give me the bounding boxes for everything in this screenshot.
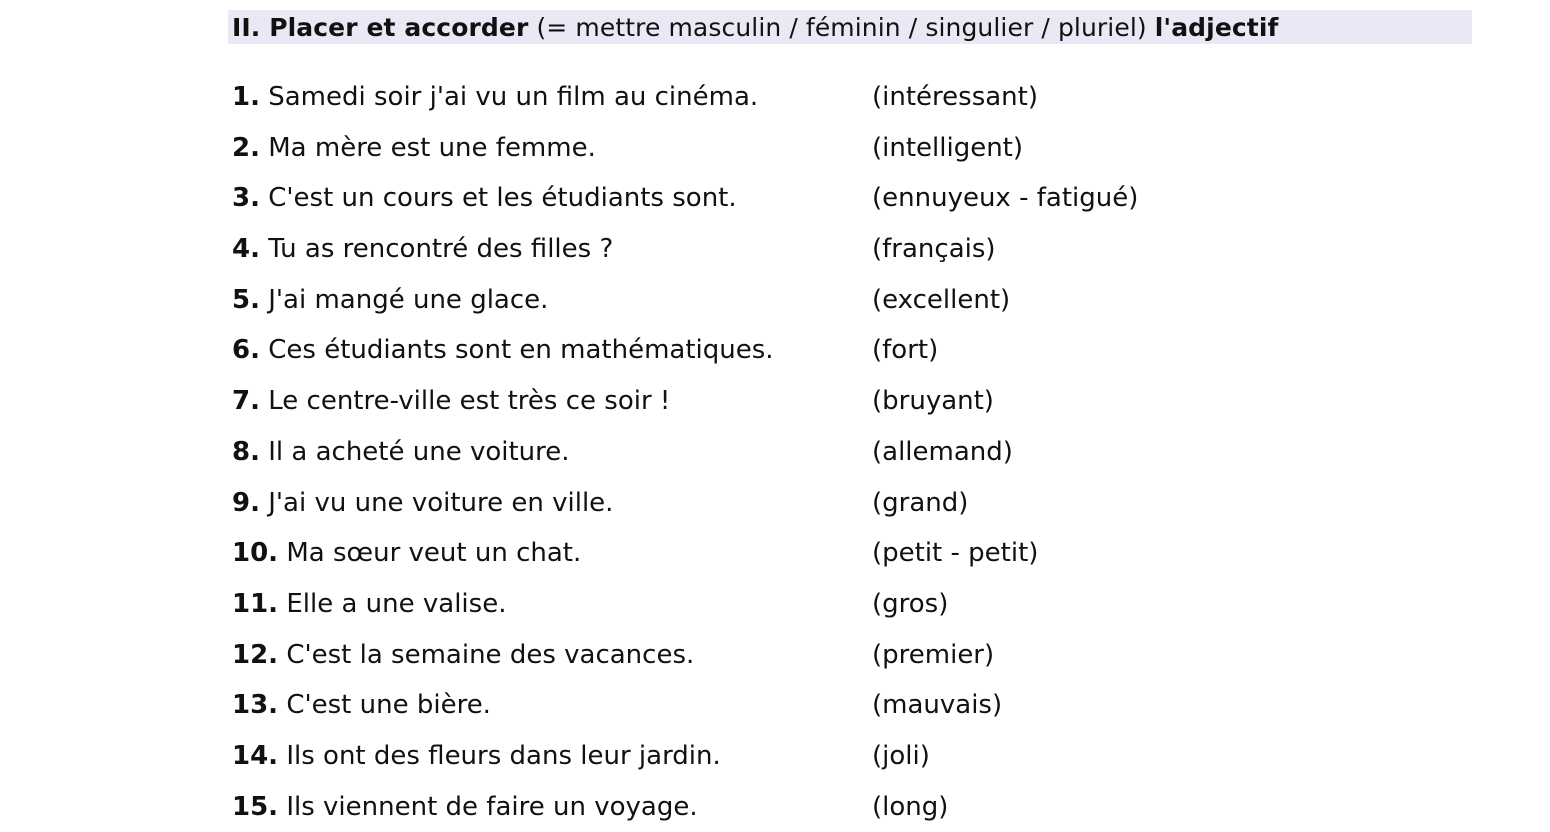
exercise-adjective-hint: (excellent) <box>872 284 1011 315</box>
exercise-number: 7. <box>232 386 260 417</box>
exercise-row <box>232 630 1472 681</box>
exercise-number: 2. <box>232 132 260 163</box>
exercise-adjective-hint: (long) <box>872 791 949 822</box>
exercise-row <box>232 478 1472 529</box>
section-header <box>228 10 1472 44</box>
exercise-number: 5. <box>232 284 260 315</box>
exercise-number: 1. <box>232 82 260 112</box>
exercise-row <box>232 731 1472 782</box>
exercise-adjective-hint: (joli) <box>872 740 930 771</box>
exercise-adjective-hint: (ennuyeux - fatigué) <box>872 183 1139 214</box>
exercise-adjective-hint: (bruyant) <box>872 386 994 417</box>
exercise-sentence: Ils viennent de faire un voyage. <box>286 791 698 822</box>
exercise-adjective-hint: (fort) <box>872 335 939 366</box>
exercise-sentence: C'est une bière. <box>286 690 491 721</box>
exercise-adjective-hint: (grand) <box>872 487 969 518</box>
exercise-adjective-hint: (mauvais) <box>872 690 1003 721</box>
exercise-sentence: Ma mère est une femme. <box>268 132 596 163</box>
exercise-sentence: Samedi soir j'ai vu un film au cinéma. <box>268 82 759 112</box>
exercise-sentence: Ils ont des fleurs dans leur jardin. <box>286 740 721 771</box>
exercise-adjective-hint: (petit - petit) <box>872 538 1039 569</box>
exercise-row <box>232 376 1472 427</box>
exercise-number: 3. <box>232 183 260 214</box>
exercise-sentence: J'ai vu une voiture en ville. <box>268 487 614 518</box>
exercise-sentence: Elle a une valise. <box>286 588 507 619</box>
exercise-adjective-hint: (allemand) <box>872 436 1013 467</box>
header-title-bold: II. Placer et accorder <box>232 12 529 42</box>
exercise-number: 10. <box>232 538 279 569</box>
exercise-number: 13. <box>232 690 279 721</box>
header-title-adjective: l'adjectif <box>1154 12 1279 42</box>
exercise-row <box>232 275 1472 326</box>
exercise-sentence: Tu as rencontré des filles ? <box>268 234 614 265</box>
exercise-row <box>232 173 1472 224</box>
exercise-number: 6. <box>232 335 260 366</box>
exercise-adjective-hint: (français) <box>872 234 996 265</box>
exercise-row <box>232 579 1472 630</box>
exercise-row <box>232 224 1472 275</box>
exercise-number: 14. <box>232 740 279 771</box>
exercise-sentence: Ces étudiants sont en mathématiques. <box>268 335 774 366</box>
exercise-number: 11. <box>232 588 279 619</box>
exercise-number: 9. <box>232 487 260 518</box>
exercise-row <box>232 427 1472 478</box>
exercise-number: 4. <box>232 234 260 265</box>
exercise-row <box>232 528 1472 579</box>
exercise-row <box>232 72 1472 123</box>
exercise-row <box>232 782 1472 832</box>
exercise-number: 15. <box>232 791 279 822</box>
exercise-sentence: Ma sœur veut un chat. <box>286 538 582 569</box>
exercise-row <box>232 123 1472 174</box>
exercise-list <box>232 72 1472 832</box>
exercise-sentence: J'ai mangé une glace. <box>268 284 549 315</box>
exercise-row <box>232 680 1472 731</box>
exercise-adjective-hint: (intéressant) <box>872 82 1038 112</box>
exercise-row <box>232 325 1472 376</box>
exercise-sentence: C'est un cours et les étudiants sont. <box>268 183 737 214</box>
exercise-sentence: Il a acheté une voiture. <box>268 436 570 467</box>
exercise-sentence: Le centre-ville est très ce soir ! <box>268 386 671 417</box>
exercise-number: 8. <box>232 436 260 467</box>
exercise-adjective-hint: (intelligent) <box>872 132 1024 163</box>
exercise-sentence: C'est la semaine des vacances. <box>286 639 695 670</box>
header-title-instructions: (= mettre masculin / féminin / singulier / pluriel) <box>536 12 1147 42</box>
exercise-adjective-hint: (premier) <box>872 639 995 670</box>
exercise-number: 12. <box>232 639 279 670</box>
exercise-adjective-hint: (gros) <box>872 588 949 619</box>
